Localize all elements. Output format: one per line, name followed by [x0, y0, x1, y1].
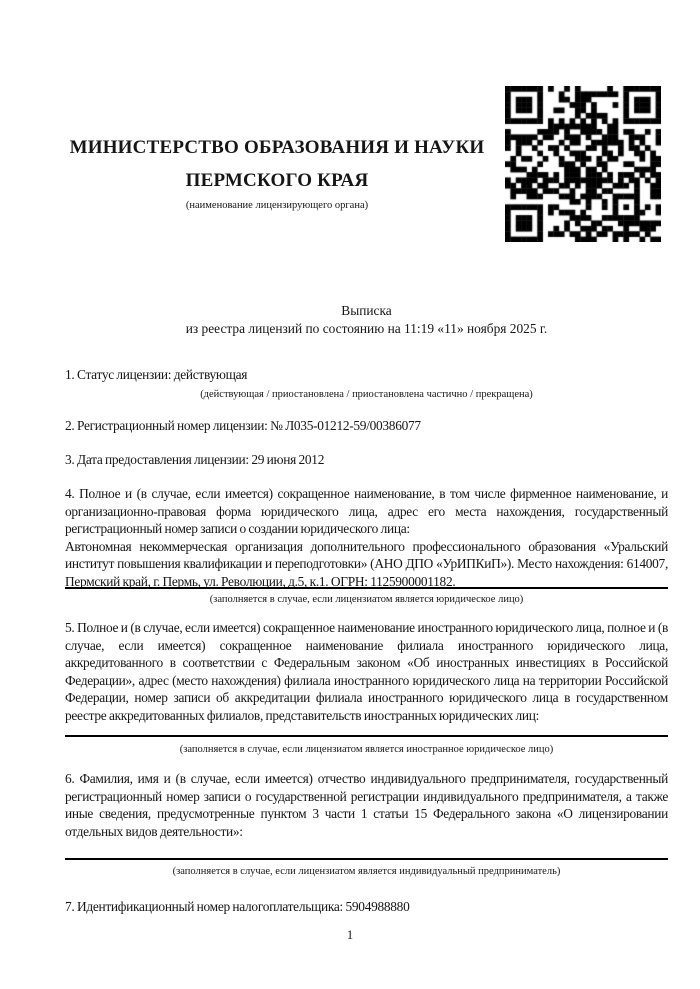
license-status-text: 1. Статус лицензии: действующая — [65, 367, 248, 382]
taxpayer-number-text: 7. Идентификационный номер налогоплательщика: 5904988880 — [65, 899, 410, 914]
item-legal-entity — [65, 485, 668, 615]
ministry-name-caption: (наименование лицензирующего органа) — [185, 200, 369, 211]
individual-entrepreneur-question: 6. Фамилия, имя и (в случае, если имеется) отчество индивидуального предпринимателя, государственный регистрационный номер записи о государственной регистрации индивидуального предпринимателя, а также иные сведения, предусмотренные пунктом 3 части 1 статьи 15 Федерального закона «О лицензировании отдельных видов деятельности»: — [65, 771, 668, 839]
legal-entity-answer: Автономная некоммерческая организация дополнительного профессионального образования «Уральский институт повышения квалификации и переподготовки» (АНО ДПО «УрИПКиП»). Место нахождения: 614007, Пермский край, г. Пермь, ул. Революции, д.5, к.1. ОГРН: 1125900001182. — [65, 538, 668, 589]
item-registration-number — [65, 417, 668, 435]
fill-in-line — [65, 587, 668, 589]
document-title-line2: из реестра лицензий по состоянию на 11:19 «11» ноября 2025 г. — [185, 320, 548, 336]
item-license-date — [65, 451, 668, 469]
individual-entrepreneur-caption: (заполняется в случае, если лицензиатом является индивидуальный предприниматель) — [172, 866, 561, 877]
item-individual-entrepreneur — [65, 770, 668, 885]
page-number: 1 — [346, 928, 354, 942]
qr-code-icon — [505, 86, 661, 242]
license-status-caption: (действующая / приостановлена / приостановлена частично / прекращена) — [200, 388, 533, 400]
item-foreign-entity — [65, 619, 668, 764]
registration-number-text: 2. Регистрационный номер лицензии: № Л035-01212-59/00386077 — [65, 418, 421, 433]
legal-entity-caption: (заполняется в случае, если лицензиатом является юридическое лицо) — [209, 594, 524, 605]
ministry-name-line2: ПЕРМСКОГО КРАЯ — [185, 170, 369, 191]
licensing-authority-header — [65, 131, 489, 212]
document-title-line1: Выписка — [341, 303, 392, 318]
fill-in-line — [65, 735, 668, 737]
legal-entity-question: 4. Полное и (в случае, если имеется) сокращенное наименование, в том числе фирменное наименование, и организационно-правовая форма юридического лица, адрес его места нахождения, государственный регистрационный номер записи о создании юридического лица: — [65, 486, 668, 537]
foreign-entity-caption: (заполняется в случае, если лицензиатом является иностранное юридическое лицо) — [179, 744, 554, 755]
license-date-text: 3. Дата предоставления лицензии: 29 июня 2012 — [65, 452, 325, 467]
item-taxpayer-number — [65, 898, 668, 916]
fill-in-line — [65, 858, 668, 860]
ministry-name-line1: МИНИСТЕРСТВО ОБРАЗОВАНИЯ И НАУКИ — [69, 137, 485, 158]
document-title — [65, 302, 668, 337]
foreign-entity-question: 5. Полное и (в случае, если имеется) сокращенное наименование иностранного юридического лица, полное и (в случае, если имеется) сокращенное наименование филиала иностранного юридического лица, аккредитованного в соответствии с Федеральным законом «Об иностранных инвестициях в Российской Федерации», адрес (место нахождения) филиала иностранного юридического лица на территории Российской Федерации, номер записи об аккредитации филиала иностранного юридического лица в государственном реестре аккредитованных филиалов, представительств иностранных юридических лиц: — [65, 620, 668, 723]
item-license-status — [65, 366, 668, 401]
